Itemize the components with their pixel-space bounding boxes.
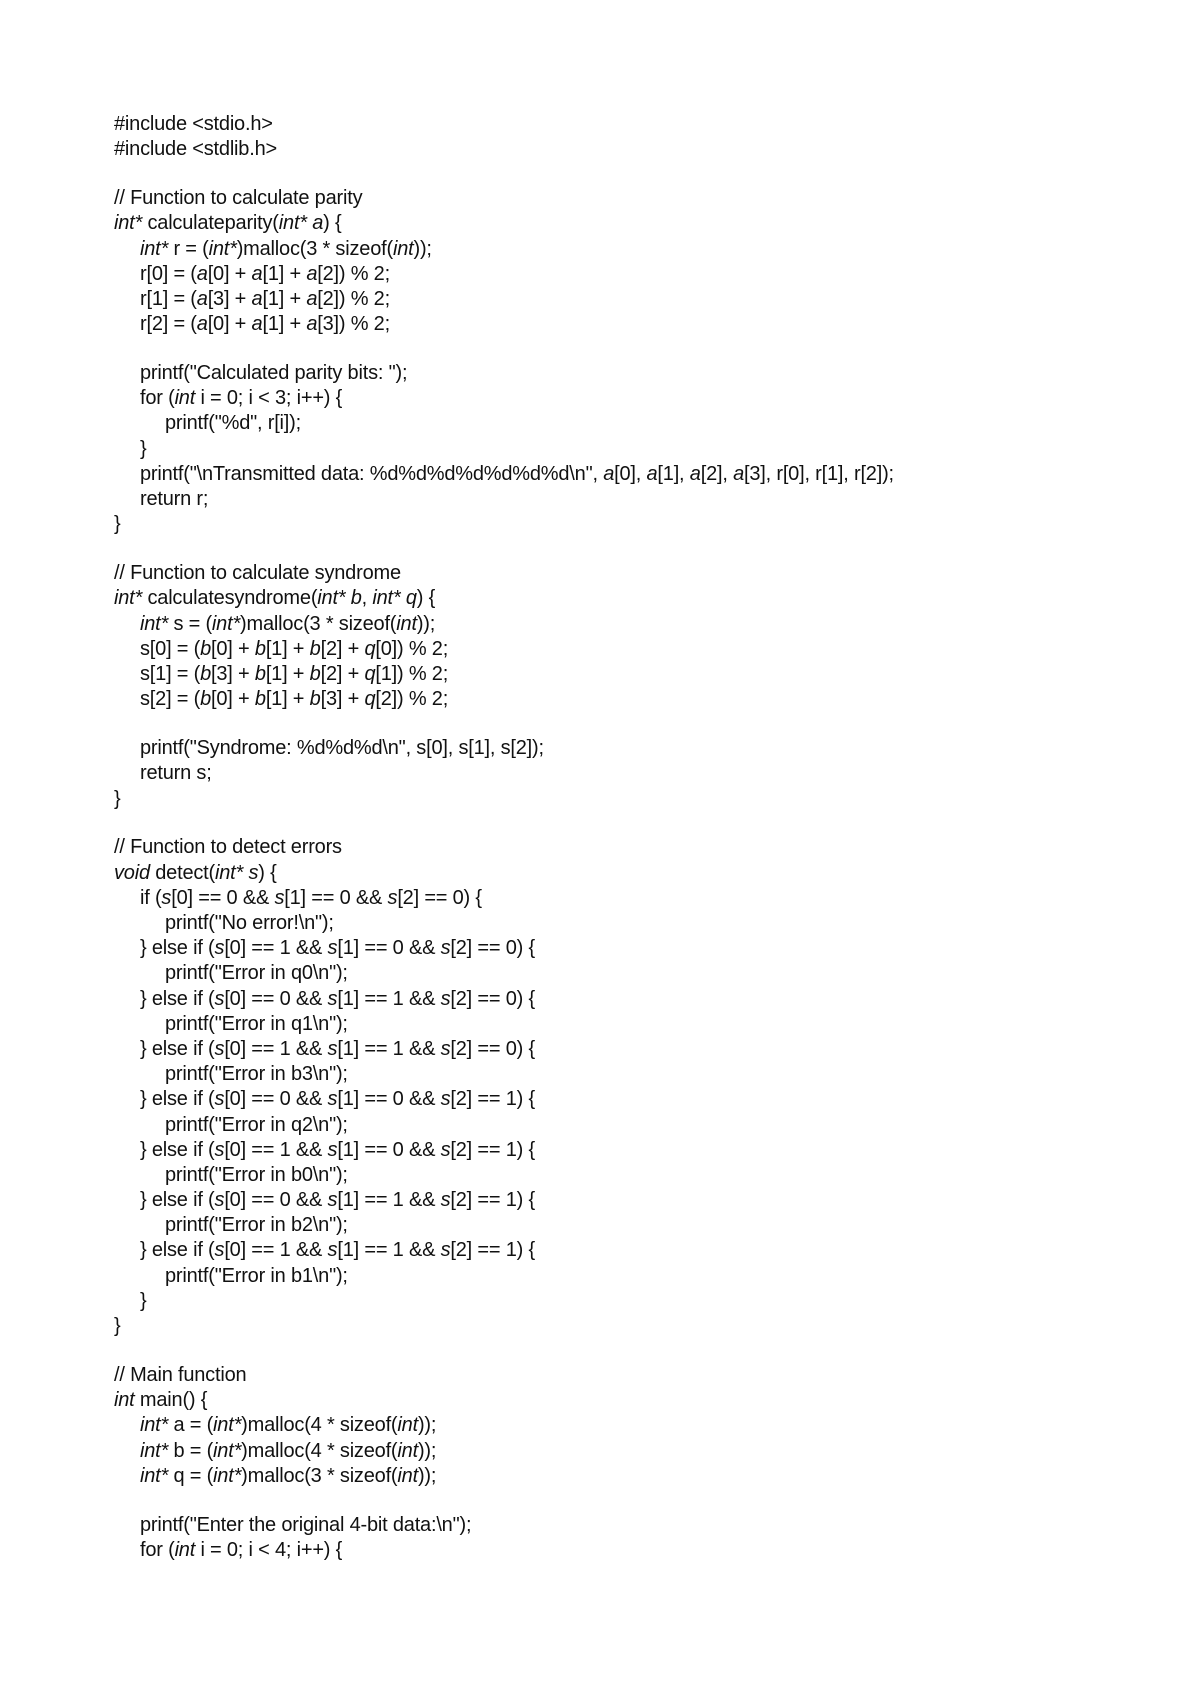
code-line: [114, 462, 1154, 487]
code-token: [1] +: [265, 688, 310, 711]
code-token-italic: a: [306, 262, 318, 285]
code-token: printf("Syndrome: %d%d%d\n", s[0], s[1], s[2]);: [140, 737, 544, 760]
code-token: [1] == 1 &&: [337, 1189, 441, 1212]
code-token: // Function to calculate syndrome: [114, 562, 401, 585]
blank-line: [114, 1339, 1154, 1363]
code-token: [2] == 0) {: [450, 937, 535, 960]
code-line: [114, 237, 1154, 262]
code-token: [1] == 1 &&: [337, 1239, 441, 1262]
code-token-italic: s: [327, 937, 338, 960]
code-token-italic: a: [196, 313, 208, 336]
code-token: )malloc(3 * sizeof(: [236, 237, 393, 260]
code-token: [0] +: [207, 313, 252, 336]
code-token-italic: s: [327, 1189, 338, 1212]
code-token-italic: int* q: [372, 587, 417, 610]
code-token: for (: [140, 1538, 175, 1561]
code-token-italic: a: [306, 287, 318, 310]
code-token: )malloc(3 * sizeof(: [241, 1464, 398, 1487]
code-token-italic: s: [214, 1037, 225, 1060]
code-line: [114, 1464, 1154, 1489]
code-token-italic: a: [251, 262, 263, 285]
code-line: [114, 1037, 1154, 1062]
code-token-italic: q: [364, 688, 376, 711]
code-token-italic: s: [327, 1088, 338, 1111]
code-line: [114, 312, 1154, 337]
code-line: [114, 1062, 1154, 1087]
code-token-italic: int*: [140, 1464, 169, 1487]
code-token: [0] +: [211, 637, 255, 660]
code-line: [114, 112, 1154, 137]
code-token: [2] == 1) {: [450, 1088, 535, 1111]
code-token: #include <stdlib.h>: [114, 138, 277, 161]
code-token-italic: int* s: [215, 861, 259, 884]
code-token-italic: int: [397, 1464, 418, 1487]
code-token: b = (: [168, 1439, 214, 1462]
code-token-italic: b: [254, 688, 266, 711]
code-token-italic: a: [251, 313, 263, 336]
code-token: q = (: [168, 1464, 214, 1487]
code-token: s[2] = (: [140, 688, 201, 711]
code-token: ));: [417, 1439, 437, 1462]
code-token-italic: a: [646, 462, 658, 485]
code-token: )malloc(3 * sizeof(: [240, 612, 397, 635]
code-token: s[1] = (: [140, 662, 201, 685]
code-line: [114, 1439, 1154, 1464]
code-token: [2],: [700, 462, 734, 485]
code-token: [0] == 1 &&: [224, 1037, 328, 1060]
code-token: printf("Error in b0\n");: [165, 1163, 348, 1186]
code-token: ) {: [258, 861, 277, 884]
code-token-italic: int*: [140, 1439, 169, 1462]
code-token: printf("Calculated parity bits: ");: [140, 362, 408, 385]
code-line: [114, 637, 1154, 662]
code-token-italic: int: [396, 612, 417, 635]
code-token: [2] == 0) {: [397, 886, 482, 909]
code-line: [114, 1163, 1154, 1188]
code-token-italic: int*: [211, 612, 241, 635]
code-token: a = (: [168, 1414, 214, 1437]
code-token: [1] +: [265, 637, 310, 660]
code-token: [1] == 1 &&: [337, 987, 441, 1010]
code-line: [114, 1012, 1154, 1037]
code-token-italic: int*: [208, 237, 237, 260]
code-line: [114, 1264, 1154, 1289]
code-line: [114, 487, 1154, 512]
code-token: [0] == 1 &&: [224, 1138, 328, 1161]
code-token: return r;: [140, 488, 209, 511]
blank-line: [114, 712, 1154, 736]
code-token-italic: s: [440, 1239, 451, 1262]
code-token: printf("%d", r[i]);: [165, 412, 301, 435]
code-token-italic: b: [200, 637, 212, 660]
blank-line: [114, 1489, 1154, 1513]
code-token: [2] == 1) {: [450, 1239, 535, 1262]
code-token: return s;: [140, 762, 212, 785]
code-token: } else if (: [140, 1189, 215, 1212]
code-token: [1] == 0 &&: [337, 937, 441, 960]
code-token-italic: a: [603, 462, 615, 485]
code-token: [1] == 0 &&: [337, 1088, 441, 1111]
code-line: [114, 761, 1154, 786]
code-token: r[0] = (: [140, 262, 197, 285]
code-token: printf("\nTransmitted data: %d%d%d%d%d%d%d\n",: [140, 462, 604, 485]
code-token: printf("Error in b2\n");: [165, 1214, 348, 1237]
code-line: [114, 911, 1154, 936]
code-token: calculatesyndrome(: [142, 587, 318, 610]
code-token-italic: int*: [114, 587, 143, 610]
code-token-italic: a: [306, 313, 318, 336]
code-token: } else if (: [140, 937, 215, 960]
code-token-italic: a: [196, 287, 208, 310]
code-token: [2]) % 2;: [317, 262, 390, 285]
code-token-italic: s: [274, 886, 285, 909]
code-token: }: [114, 1315, 121, 1338]
code-token: printf("Enter the original 4-bit data:\n");: [140, 1513, 472, 1536]
code-token: calculateparity(: [142, 212, 279, 235]
code-token: ));: [417, 1414, 437, 1437]
code-line: [114, 936, 1154, 961]
code-token: [0],: [614, 462, 647, 485]
code-token-italic: a: [196, 262, 208, 285]
code-token-italic: s: [440, 1037, 451, 1060]
code-token: r[2] = (: [140, 313, 197, 336]
code-token: ));: [413, 237, 432, 260]
code-token: ));: [417, 1464, 437, 1487]
code-token: }: [140, 437, 147, 460]
code-token-italic: s: [214, 1138, 225, 1161]
code-token: [0] +: [207, 262, 252, 285]
code-token-italic: a: [733, 462, 745, 485]
code-token: } else if (: [140, 1138, 215, 1161]
code-token-italic: b: [200, 688, 212, 711]
code-token-italic: s: [440, 1088, 451, 1111]
code-token: ,: [361, 587, 373, 610]
code-token: i = 0; i < 3; i++) {: [195, 387, 343, 410]
code-token-italic: s: [387, 886, 398, 909]
code-token: [1] +: [262, 262, 307, 285]
code-token: }: [114, 787, 121, 810]
code-token: [1] +: [265, 662, 310, 685]
code-line: [114, 1388, 1154, 1413]
code-token: [1] == 0 &&: [284, 886, 388, 909]
code-token: [0] == 1 &&: [224, 937, 328, 960]
code-line: [114, 512, 1154, 537]
code-token: [2] == 0) {: [450, 1037, 535, 1060]
code-token-italic: int: [174, 387, 196, 410]
code-token-italic: s: [214, 1189, 225, 1212]
code-line: [114, 1087, 1154, 1112]
blank-line: [114, 337, 1154, 361]
code-token: } else if (: [140, 1088, 215, 1111]
blank-line: [114, 162, 1154, 186]
code-token-italic: int: [392, 237, 414, 260]
code-token: s = (: [168, 612, 212, 635]
code-token-italic: int*: [213, 1414, 242, 1437]
code-token: }: [140, 1289, 147, 1312]
code-token: s[0] = (: [140, 637, 201, 660]
code-line: [114, 137, 1154, 162]
code-line: [114, 561, 1154, 586]
code-token-italic: int*: [213, 1464, 242, 1487]
code-line: [114, 835, 1154, 860]
code-token: [2] == 1) {: [450, 1138, 535, 1161]
code-line: [114, 186, 1154, 211]
code-token-italic: s: [440, 1138, 451, 1161]
code-token: [1] == 1 &&: [337, 1037, 441, 1060]
code-line: [114, 1314, 1154, 1339]
code-line: [114, 662, 1154, 687]
code-token: printf("Error in q0\n");: [165, 962, 348, 985]
code-token: [0] == 0 &&: [224, 1189, 328, 1212]
code-token: i = 0; i < 4; i++) {: [195, 1538, 343, 1561]
code-line: [114, 1188, 1154, 1213]
code-token: for (: [140, 387, 175, 410]
code-token-italic: b: [309, 688, 321, 711]
code-token: [1],: [657, 462, 690, 485]
code-token: [3], r[0], r[1], r[2]);: [744, 462, 894, 485]
code-token-italic: b: [309, 637, 321, 660]
code-line: [114, 1138, 1154, 1163]
code-token: [0] +: [211, 688, 255, 711]
code-token: // Function to detect errors: [114, 836, 342, 859]
blank-line: [114, 537, 1154, 561]
code-token-italic: s: [214, 987, 225, 1010]
code-token-italic: void: [114, 861, 150, 884]
code-token: [0] == 0 &&: [224, 987, 328, 1010]
code-token: printf("Error in b3\n");: [165, 1063, 348, 1086]
code-token: ));: [416, 612, 436, 635]
code-token: [2]) % 2;: [317, 287, 390, 310]
code-token: [1] == 0 &&: [337, 1138, 441, 1161]
code-token-italic: int: [397, 1439, 418, 1462]
code-token: [2]) % 2;: [375, 688, 449, 711]
code-token-italic: int*: [140, 612, 169, 635]
code-token-italic: a: [689, 462, 701, 485]
code-line: [114, 1289, 1154, 1314]
code-token-italic: b: [309, 662, 321, 685]
code-line: [114, 361, 1154, 386]
code-token-italic: s: [440, 987, 451, 1010]
code-token: [3] +: [207, 287, 252, 310]
code-token: } else if (: [140, 987, 215, 1010]
code-line: [114, 1513, 1154, 1538]
code-token-italic: s: [214, 1239, 225, 1262]
code-token: ) {: [323, 212, 342, 235]
code-token-italic: int* b: [317, 587, 362, 610]
code-token-italic: a: [251, 287, 263, 310]
code-token: printf("Error in q2\n");: [165, 1113, 348, 1136]
code-line: [114, 437, 1154, 462]
code-token: [1]) % 2;: [375, 662, 449, 685]
code-token: )malloc(4 * sizeof(: [241, 1414, 398, 1437]
code-token: [0] == 0 &&: [171, 886, 275, 909]
code-token: main() {: [134, 1389, 208, 1412]
code-token-italic: s: [214, 937, 225, 960]
code-line: [114, 586, 1154, 611]
code-token: [0]) % 2;: [375, 637, 449, 660]
code-token: [2] +: [320, 637, 365, 660]
code-token: printf("Error in q1\n");: [165, 1012, 348, 1035]
code-token: [0] == 1 &&: [224, 1239, 328, 1262]
code-token: [2] == 0) {: [450, 987, 535, 1010]
code-token-italic: s: [327, 1037, 338, 1060]
code-token-italic: s: [214, 1088, 225, 1111]
code-token: } else if (: [140, 1037, 215, 1060]
code-token-italic: s: [161, 886, 172, 909]
code-token: // Function to calculate parity: [114, 187, 363, 210]
code-token: r[1] = (: [140, 287, 197, 310]
code-line: [114, 1363, 1154, 1388]
code-line: [114, 1238, 1154, 1263]
code-line: [114, 886, 1154, 911]
code-line: [114, 262, 1154, 287]
code-listing: [114, 112, 1154, 1563]
code-line: [114, 687, 1154, 712]
code-token-italic: int*: [140, 237, 169, 260]
code-line: [114, 386, 1154, 411]
code-token: if (: [140, 886, 162, 909]
code-line: [114, 1538, 1154, 1563]
code-token-italic: s: [327, 1138, 338, 1161]
code-line: [114, 612, 1154, 637]
code-token-italic: int*: [140, 1414, 169, 1437]
code-token-italic: int* a: [278, 212, 324, 235]
code-line: [114, 411, 1154, 436]
code-token-italic: q: [364, 662, 376, 685]
code-token-italic: int*: [114, 212, 143, 235]
code-line: [114, 287, 1154, 312]
code-line: [114, 736, 1154, 761]
code-token-italic: int: [114, 1389, 135, 1412]
code-line: [114, 1113, 1154, 1138]
code-token: ) {: [416, 587, 436, 610]
code-token: } else if (: [140, 1239, 215, 1262]
code-token: [0] == 0 &&: [224, 1088, 328, 1111]
code-token-italic: s: [440, 937, 451, 960]
code-token: #include <stdio.h>: [114, 113, 273, 135]
code-token: [2] +: [320, 662, 365, 685]
code-token: detect(: [149, 861, 215, 884]
code-token-italic: s: [327, 987, 338, 1010]
code-token: [3]) % 2;: [317, 313, 390, 336]
code-token: printf("No error!\n");: [165, 912, 334, 935]
code-line: [114, 961, 1154, 986]
code-token: [3] +: [320, 688, 365, 711]
code-token-italic: s: [327, 1239, 338, 1262]
code-token-italic: b: [200, 662, 212, 685]
code-token-italic: int: [174, 1538, 196, 1561]
code-line: [114, 1213, 1154, 1238]
code-token: [3] +: [211, 662, 255, 685]
code-token-italic: b: [254, 662, 266, 685]
code-token-italic: int*: [213, 1439, 242, 1462]
code-token-italic: q: [364, 637, 376, 660]
code-token-italic: int: [397, 1414, 418, 1437]
code-token-italic: b: [254, 637, 266, 660]
code-token: }: [114, 513, 121, 536]
code-line: [114, 787, 1154, 812]
code-token: )malloc(4 * sizeof(: [241, 1439, 398, 1462]
code-line: [114, 1413, 1154, 1438]
code-token: printf("Error in b1\n");: [165, 1264, 348, 1287]
code-line: [114, 987, 1154, 1012]
code-token: r = (: [168, 237, 209, 260]
blank-line: [114, 812, 1154, 836]
code-line: [114, 861, 1154, 886]
code-token-italic: s: [440, 1189, 451, 1212]
code-token: // Main function: [114, 1364, 247, 1387]
code-token: [2] == 1) {: [450, 1189, 535, 1212]
code-token: [1] +: [262, 313, 307, 336]
code-line: [114, 211, 1154, 236]
code-token: [1] +: [262, 287, 307, 310]
